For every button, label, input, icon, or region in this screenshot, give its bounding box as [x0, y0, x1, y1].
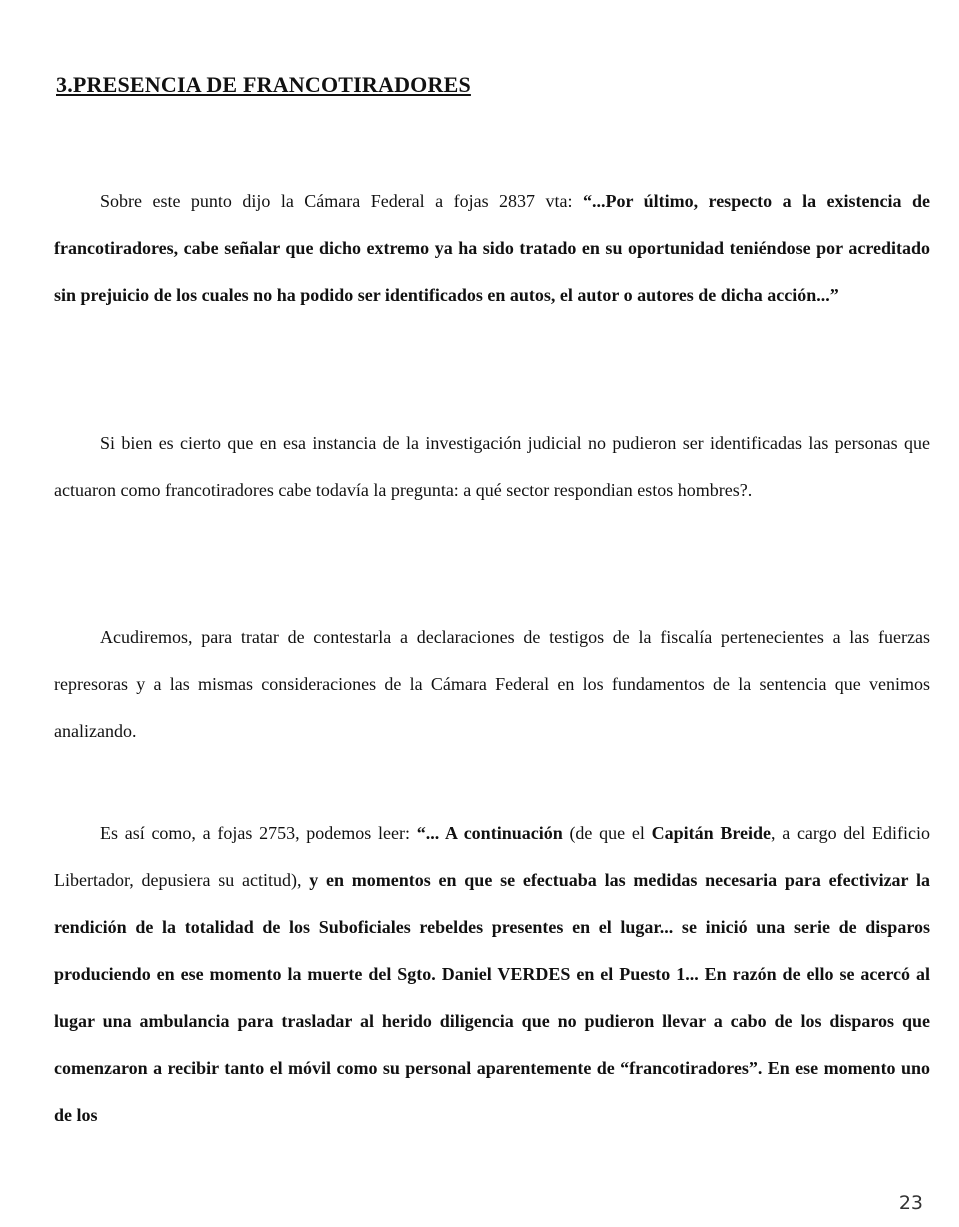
page-number: 23	[898, 1192, 923, 1214]
p1-intro: Sobre este punto dijo la Cámara Federal a fojas 2837 vta:	[100, 191, 583, 211]
p4-aside-open: (de que el	[562, 823, 652, 843]
p4-captain-name: Capitán Breide	[651, 823, 771, 843]
section-heading: 3.PRESENCIA DE FRANCOTIRADORES	[56, 72, 471, 97]
paragraph-1	[54, 178, 930, 319]
paragraph-3: Acudiremos, para tratar de contestarla a declaraciones de testigos de la fiscalía pertenecientes a las fuerzas represoras y a las mismas consideraciones de la Cámara Federal en los fundamentos de la sentencia que venimos analizando.	[54, 627, 930, 741]
paragraph-2: Si bien es cierto que en esa instancia de la investigación judicial no pudieron ser identificadas las personas que actuaron como francotiradores cabe todavía la pregunta: a qué sector respondian estos hombres?.	[54, 433, 930, 500]
p1-quote: “...Por último, respecto a la existencia de francotiradores, cabe señalar que dicho extremo ya ha sido tratado en su oportunidad teniéndose por acreditado sin prejuicio de los cuales no ha podido ser identificados en autos, el autor o autores de dicha acción...”	[54, 191, 930, 305]
p4-quote-start: “... A continuación	[416, 823, 563, 843]
paragraph-4	[54, 810, 930, 1139]
p4-quote-body: y en momentos en que se efectuaba las medidas necesaria para efectivizar la rendición de la totalidad de los Suboficiales rebeldes presentes en el lugar... se inició una serie de disparos produciendo en ese momento la muerte del Sgto. Daniel VERDES en el Puesto 1... En razón de ello se acercó al lugar una ambulancia para trasladar al herido diligencia que no pudieron llevar a cabo de los disparos que comenzaron a recibir tanto el móvil como su personal aparentemente de “francotiradores”. En ese momento uno de los	[54, 870, 930, 1125]
p4-aside-close: , a cargo del Edificio Libertador, depusiera su actitud),	[54, 823, 931, 890]
p4-intro: Es así como, a fojas 2753, podemos leer:	[100, 823, 417, 843]
